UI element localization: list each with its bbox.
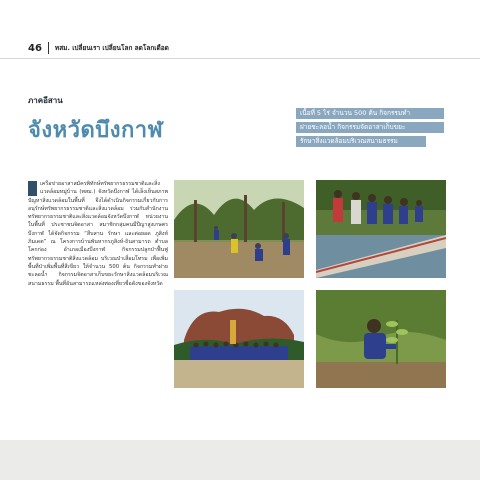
- page-number: 46: [28, 42, 42, 54]
- running-title: ทสม. เปลี่ยนเรา เปลี่ยนโลก ลดโลกเดือด: [54, 44, 169, 52]
- province-title: จังหวัดบึงกาฬ: [28, 118, 164, 143]
- header-rule: [0, 58, 480, 59]
- region-label: ภาคอีสาน: [28, 96, 63, 105]
- page-margin: [0, 440, 480, 480]
- highlight-tag: รักษาสิ่งแวดล้อมบริเวณสนามธรรม: [296, 136, 426, 147]
- highlight-tag: ฝายชะลอน้ำ กิจกรรมจัดอาสาเก็บขยะ: [296, 122, 444, 133]
- tree-planting-photo: [174, 180, 304, 278]
- highlight-tag: เนื้อที่ 5 ไร่ จำนวน 500 ต้น กิจกรรมทำ: [296, 108, 444, 119]
- group-at-rock-photo: [174, 290, 304, 388]
- highlight-tags: [296, 108, 444, 150]
- header-divider: [48, 42, 49, 54]
- group-on-weir-photo: [316, 180, 446, 278]
- article-body: [28, 180, 168, 288]
- page-header: [28, 42, 169, 54]
- article-paragraph: เครือข่ายอาสาสมัครพิทักษ์ทรัพยากรธรรมชาติและสิ่งแวดล้อมหมู่บ้าน (ทสม.) จังหวัดบึงกาฬ ได้เล็งเห็นสภาพปัญหาสิ่งแวดล้อมในพื้นที่ จึงได้ดำเนินกิจกรรมเกี่ยวกับการอนุรักษ์ทรัพยากรธรรมชาติและสิ่งแวดล้อม ร่วมกับสำนักงานทรัพยากรธรรมชาติและสิ่งแวดล้อมจังหวัดบึงกาฬ หน่วยงานในพื้นที่ ประชาชนจิตอาสา สมาชิกกลุ่มคนมีปีญาสูงเกษตรบึงกาฬ ได้จัดกิจกรรม “สืบสาน รักษา และต่อยอด ภูสิงห์ภิมเดต” ณ โครงการบ้านพันหากรภูสิงห์-ถินสามารถ ตำบลโคกก่อง อำเภอเมืองบึงกาฬ กิจกรรมปลูกป่าฟื้นฟูทรัพยากรธรรมชาติสิ่งแวดล้อม บริเวณป่าเสื่อมโทรม เพื่อเพิ่มพื้นที่ป่าเพิ่มพื้นที่สีเขียว ให้จำนวน 500 ต้น กิจกรรมทำฝายชะลอน้ำ กิจกรรมจิตอาสาเก็บขยะรักษาสิ่งแวดล้อมบริเวณสนามธรรม พื้นที่อันสามารถแหล่งท่องเที่ยวชื่อดังของจังหวัด: [28, 181, 168, 287]
- planting-sapling-photo: [316, 290, 446, 388]
- drop-cap-mark: [28, 181, 37, 196]
